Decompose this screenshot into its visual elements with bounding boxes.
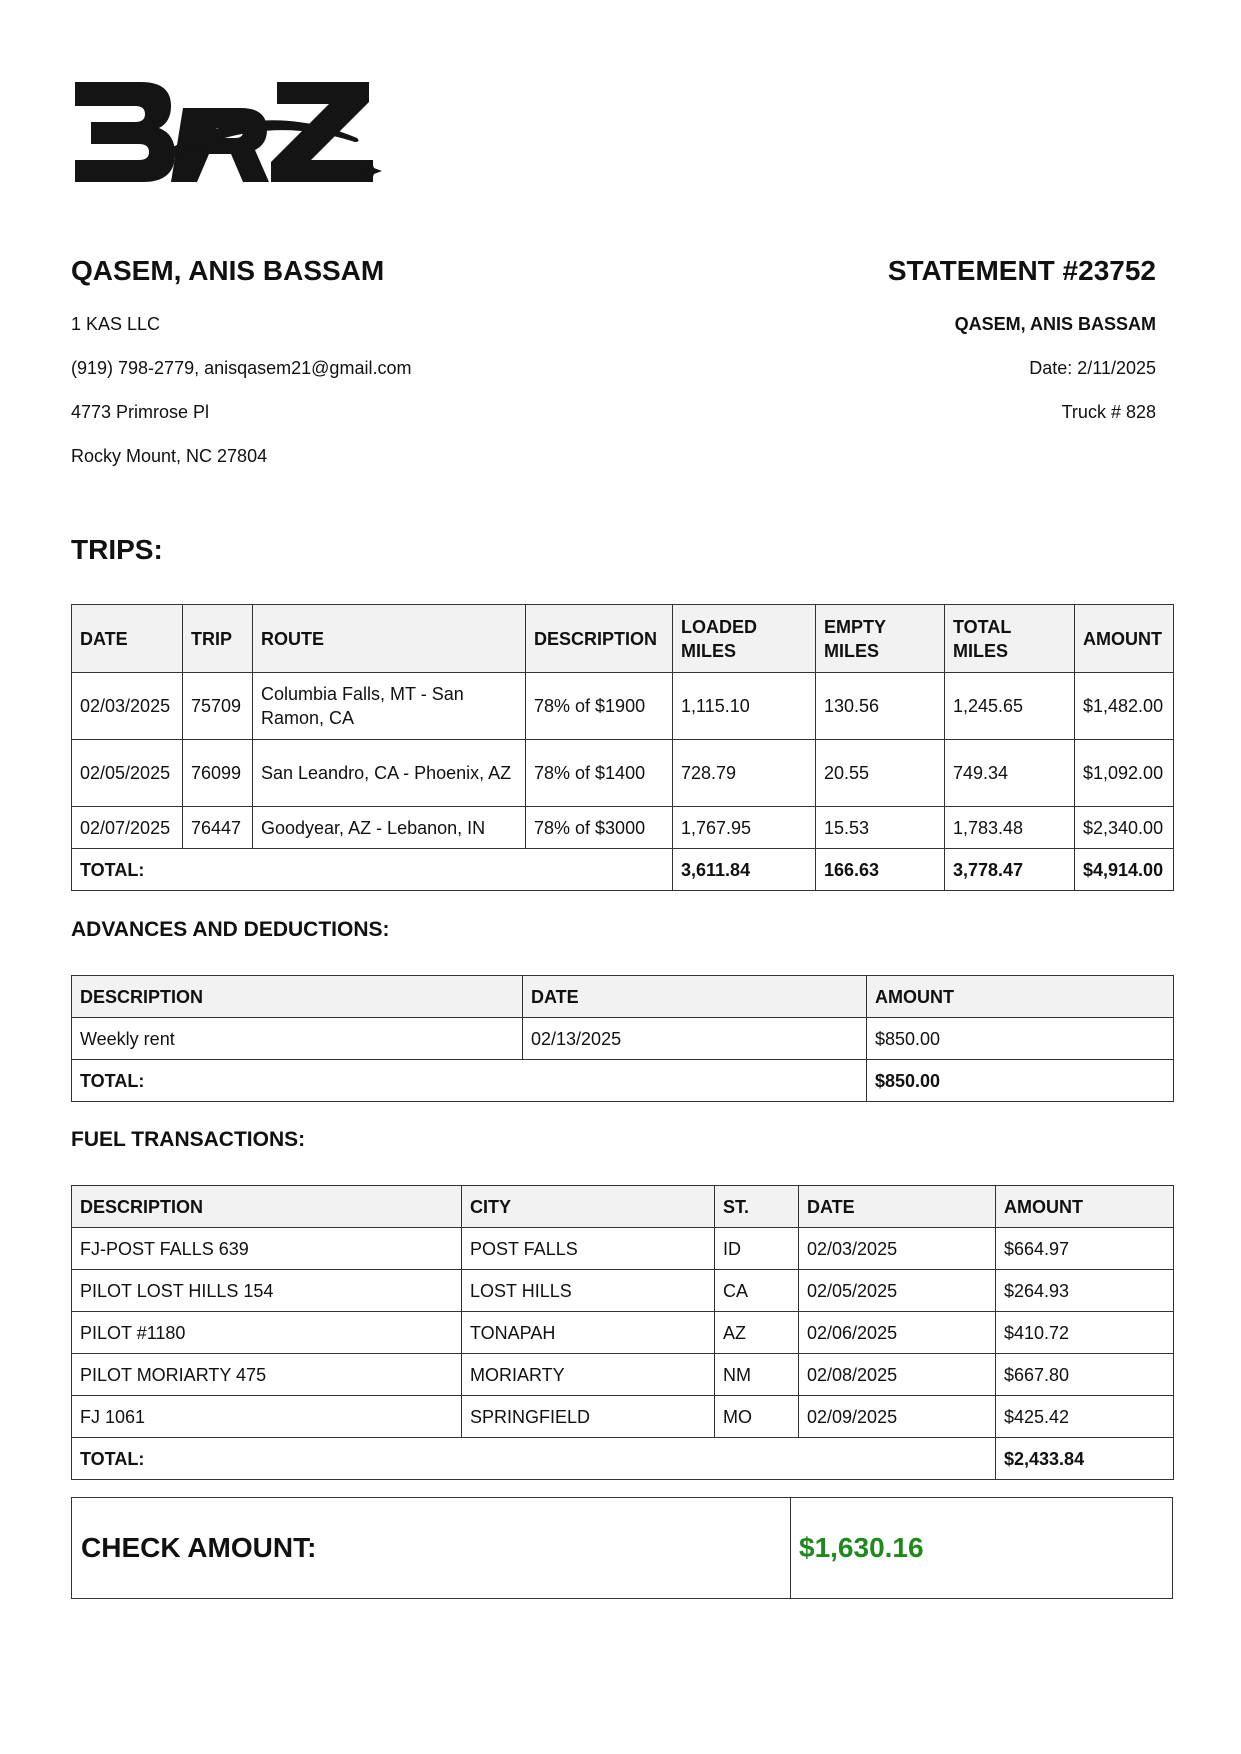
cell-trip: 76447 (183, 807, 253, 849)
cell-loaded: 728.79 (673, 740, 816, 807)
cell-date: 02/03/2025 (799, 1228, 996, 1270)
address-line-2: Rocky Mount, NC 27804 (71, 446, 268, 466)
cell-amount: $425.42 (996, 1396, 1174, 1438)
cell-description: 78% of $3000 (526, 807, 673, 849)
col-amount: AMOUNT (1075, 605, 1174, 673)
cell-amount: $1,092.00 (1075, 740, 1174, 807)
col-city: CITY (462, 1186, 715, 1228)
cell-amount: $410.72 (996, 1312, 1174, 1354)
cell-loaded: 1,767.95 (673, 807, 816, 849)
cell-empty: 20.55 (816, 740, 945, 807)
cell-route: San Leandro, CA - Phoenix, AZ (253, 740, 526, 807)
company-name: 1 KAS LLC (71, 314, 161, 334)
col-description: DESCRIPTION (526, 605, 673, 673)
cell-total: 1,245.65 (945, 673, 1075, 740)
total-label: TOTAL: (72, 1438, 996, 1480)
cell-city: SPRINGFIELD (462, 1396, 715, 1438)
total-amount: $4,914.00 (1075, 849, 1174, 891)
total-loaded-miles: 3,611.84 (673, 849, 816, 891)
cell-description: PILOT LOST HILLS 154 (72, 1270, 462, 1312)
table-row (72, 1396, 1174, 1438)
cell-route: Goodyear, AZ - Lebanon, IN (253, 807, 526, 849)
col-trip: TRIP (183, 605, 253, 673)
cell-state: CA (715, 1270, 799, 1312)
cell-date: 02/08/2025 (799, 1354, 996, 1396)
cell-date: 02/07/2025 (72, 807, 183, 849)
trips-total-row (72, 849, 1174, 891)
cell-date: 02/03/2025 (72, 673, 183, 740)
deductions-total-row (72, 1060, 1174, 1102)
statement-driver-name: QASEM, ANIS BASSAM (954, 314, 1156, 334)
truck-number: Truck # 828 (1061, 402, 1156, 422)
cell-amount: $264.93 (996, 1270, 1174, 1312)
statement-title: STATEMENT #23752 (887, 255, 1156, 286)
cell-trip: 75709 (183, 673, 253, 740)
contact-info: (919) 798-2779, anisqasem21@gmail.com (71, 358, 412, 378)
col-date: DATE (799, 1186, 996, 1228)
col-date: DATE (523, 976, 867, 1018)
col-route: ROUTE (253, 605, 526, 673)
cell-state: MO (715, 1396, 799, 1438)
col-description: DESCRIPTION (72, 1186, 462, 1228)
cell-date: 02/13/2025 (523, 1018, 867, 1060)
cell-total: 749.34 (945, 740, 1075, 807)
cell-amount: $1,482.00 (1075, 673, 1174, 740)
cell-state: ID (715, 1228, 799, 1270)
total-amount: $850.00 (867, 1060, 1174, 1102)
cell-description: 78% of $1400 (526, 740, 673, 807)
fuel-total-row (72, 1438, 1174, 1480)
statement-info (636, 250, 1156, 422)
cell-loaded: 1,115.10 (673, 673, 816, 740)
cell-city: MORIARTY (462, 1354, 715, 1396)
cell-amount: $664.97 (996, 1228, 1174, 1270)
cell-total: 1,783.48 (945, 807, 1075, 849)
col-loaded-miles: LOADED MILES (673, 605, 816, 673)
deductions-title: ADVANCES AND DEDUCTIONS: (71, 918, 390, 941)
cell-amount: $667.80 (996, 1354, 1174, 1396)
cell-description: Weekly rent (72, 1018, 523, 1060)
col-empty-miles: EMPTY MILES (816, 605, 945, 673)
statement-date: Date: 2/11/2025 (1029, 358, 1156, 378)
col-state: ST. (715, 1186, 799, 1228)
cell-amount: $2,340.00 (1075, 807, 1174, 849)
col-total-miles: TOTAL MILES (945, 605, 1075, 673)
cell-date: 02/06/2025 (799, 1312, 996, 1354)
table-row (72, 740, 1174, 807)
cell-amount: $850.00 (867, 1018, 1174, 1060)
check-amount-value: $1,630.16 (799, 1532, 924, 1563)
cell-date: 02/05/2025 (799, 1270, 996, 1312)
total-amount: $2,433.84 (996, 1438, 1174, 1480)
check-amount-box (71, 1497, 1173, 1599)
total-label: TOTAL: (72, 1060, 867, 1102)
trips-title: TRIPS: (71, 534, 163, 565)
cell-city: LOST HILLS (462, 1270, 715, 1312)
cell-state: AZ (715, 1312, 799, 1354)
cell-state: NM (715, 1354, 799, 1396)
deductions-header-row (72, 976, 1174, 1018)
cell-route: Columbia Falls, MT - San Ramon, CA (253, 673, 526, 740)
total-label: TOTAL: (72, 849, 673, 891)
trips-table (71, 604, 1174, 891)
deductions-table (71, 975, 1174, 1102)
driver-name: QASEM, ANIS BASSAM (71, 255, 385, 286)
table-row (72, 1270, 1174, 1312)
table-row (72, 1354, 1174, 1396)
cell-description: PILOT #1180 (72, 1312, 462, 1354)
cell-description: 78% of $1900 (526, 673, 673, 740)
col-date: DATE (72, 605, 183, 673)
cell-description: PILOT MORIARTY 475 (72, 1354, 462, 1396)
table-row (72, 807, 1174, 849)
driver-info (71, 250, 671, 466)
table-row (72, 1228, 1174, 1270)
check-amount-label: CHECK AMOUNT: (72, 1498, 791, 1598)
table-row (72, 1018, 1174, 1060)
company-logo (71, 78, 383, 190)
cell-date: 02/09/2025 (799, 1396, 996, 1438)
total-empty-miles: 166.63 (816, 849, 945, 891)
cell-date: 02/05/2025 (72, 740, 183, 807)
cell-description: FJ-POST FALLS 639 (72, 1228, 462, 1270)
table-row (72, 1312, 1174, 1354)
cell-empty: 15.53 (816, 807, 945, 849)
trips-header-row (72, 605, 1174, 673)
col-description: DESCRIPTION (72, 976, 523, 1018)
fuel-title: FUEL TRANSACTIONS: (71, 1128, 306, 1151)
fuel-table (71, 1185, 1174, 1480)
col-amount: AMOUNT (996, 1186, 1174, 1228)
fuel-header-row (72, 1186, 1174, 1228)
cell-city: TONAPAH (462, 1312, 715, 1354)
table-row (72, 673, 1174, 740)
address-line-1: 4773 Primrose Pl (71, 402, 210, 422)
col-amount: AMOUNT (867, 976, 1174, 1018)
cell-empty: 130.56 (816, 673, 945, 740)
cell-trip: 76099 (183, 740, 253, 807)
total-miles: 3,778.47 (945, 849, 1075, 891)
cell-description: FJ 1061 (72, 1396, 462, 1438)
cell-city: POST FALLS (462, 1228, 715, 1270)
